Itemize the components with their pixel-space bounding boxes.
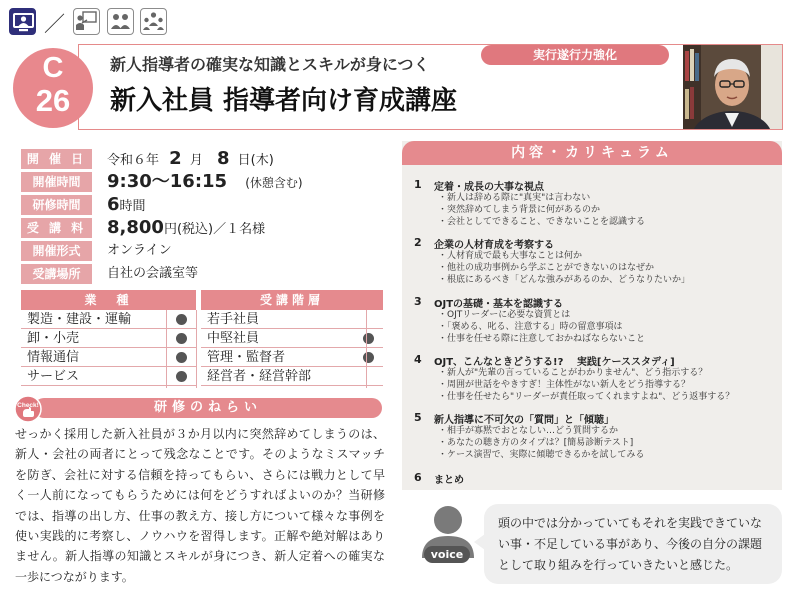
curriculum-bullet: ・ 周囲が世話をやきすぎ！主体性がない新人をどう指導する？ [438,379,734,391]
industry-item-label: 卸・小売 [27,331,80,346]
curriculum-bullet: ・ 新人が"先輩の言っていることがわかりません"、どう指示する？ [438,367,734,379]
target-grid [21,290,383,388]
curriculum-title: 新人指導に不可欠の「質問」と「傾聴」 [434,415,614,426]
column-divider [166,310,167,388]
curriculum-title: 企業の人材育成を考察する [434,240,554,251]
curriculum-num: 1 [414,178,422,191]
hours-number: 6 [107,194,120,215]
curriculum-bullets [438,192,645,229]
level-item [201,310,383,329]
curriculum-bullet: ・ 仕事を任せる際に注意しておかねばならないこと [438,333,645,345]
level-item [201,329,383,348]
separator: ／ [44,12,65,36]
course-code-badge [13,48,93,128]
curriculum-title: OJT、こんなときどうする!? 実践[ケーススタディ] [434,357,675,368]
date-month: 2 [169,148,182,169]
curriculum-bullet: ・ 新人は辞める際に"真実"は言わない [438,192,645,204]
category-tag: 実行遂行力強化 [481,45,669,65]
hours-value [107,195,146,217]
time-note: (休憩含む) [245,176,303,190]
curriculum-bullets [438,425,644,462]
level-selected-mark [363,333,374,344]
curriculum-header: 内容・カリキュラム [402,141,782,165]
fee-value [107,218,265,240]
column-divider [366,310,367,388]
industry-item [21,310,196,329]
consultation-icon [107,8,134,35]
check-icon [14,395,42,423]
industry-item [21,348,196,367]
time-value [107,172,303,194]
date-era: 令和６年 [107,153,160,168]
course-letter: C [42,52,64,84]
industry-selected-mark [176,352,187,363]
curriculum-bullet: ・ 突然辞めてしまう背景に何があるのか [438,204,645,216]
date-day: 8 [216,148,230,169]
curriculum-num: 2 [414,236,422,249]
fee-label: 受 講 料 [21,218,92,238]
date-value [107,149,274,171]
online-mode-icon [9,8,36,35]
curriculum-num: 3 [414,295,422,308]
level-item [201,367,383,386]
group-training-icon [140,8,167,35]
course-number: 26 [35,83,71,118]
industry-selected-mark [176,371,187,382]
curriculum-title: まとめ [434,475,464,486]
course-title: 新入社員 指導者向け育成講座 [110,86,458,116]
date-day-unit: 日(木) [237,153,274,168]
format-value: オンライン [107,243,172,258]
course-subtitle: 新人指導者の確実な知識とスキルが身につく [110,55,430,74]
industry-header: 業 種 [21,290,196,310]
curriculum-num: 4 [414,353,422,366]
curriculum-bullets [438,250,690,287]
aim-body: せっかく採用した新入社員が３か月以内に突然辞めてしまうのは、新人・会社の両者にとって残念なことです。そのようなミスマッチを防ぎ、会社に対する信頼を持ってもらい、さらには戦力として早く一人前になってもらうためには何をどうすればよいのか？当研修では、指導の出し方、仕事の教え方、接し方について様々な事例を使い実践的に考察し、ノウハウを習得します。正解や絶対解はありません。新人指導の知識とスキルが身につき、新人定着への確実な一歩につながります。 [15,427,385,584]
industry-item [21,329,196,348]
curriculum-bullet: ・ ケース演習で、実際に傾聴できるかを試してみる [438,449,644,461]
curriculum-bullet: ・ OJTリーダーに必要な資質とは [438,309,645,321]
fee-unit: 円(税込)／１名様 [163,222,266,237]
curriculum-bullet: ・ 根底にあるべき「どんな強みがあるのか、どうなりたいか」 [438,274,690,286]
curriculum-bullet: ・ 「褒める、叱る、注意する」時の留意事項は [438,321,645,333]
level-item-label: 管理・監督者 [207,350,286,365]
time-label: 開催時間 [21,172,92,192]
curriculum-num: 5 [414,411,422,424]
fee-amount: 8,800 [107,217,164,238]
curriculum-bullet: ・ 仕事を任せたら"リーダーが責任取ってくれますよね"、どう返事する？ [438,391,734,403]
curriculum-bullet: ・ 他社の成功事例から学ぶことができないのはなぜか [438,262,690,274]
hours-unit: 時間 [119,199,146,214]
level-item-label: 経営者・経営幹部 [207,369,312,384]
curriculum-bullet: ・ あなたの聴き方のタイプは？[簡易診断テスト] [438,437,644,449]
curriculum-bullet: ・ 会社としてできること、できないことを認識する [438,216,645,228]
industry-item [21,367,196,386]
column-divider [196,310,197,388]
industry-item-label: 情報通信 [27,350,80,365]
curriculum-bullet: ・ 人材育成で最も大事なことは何か [438,250,690,262]
level-selected-mark [363,352,374,363]
check-icon-label: Check! [17,402,39,409]
level-item [201,348,383,367]
curriculum-bullets [438,367,734,404]
curriculum-bullets [438,309,645,346]
aim-header: 研修のねらい [34,398,382,418]
place-label: 受講場所 [21,264,92,284]
format-label: 開催形式 [21,241,92,261]
industry-selected-mark [176,333,187,344]
hours-label: 研修時間 [21,195,92,215]
time-range: 9:30〜16:15 [107,171,228,192]
date-month-unit: 月 [189,153,203,168]
industry-item-label: 製造・建設・運輸 [27,312,132,327]
voice-text: 頭の中では分かっていてもそれを実践できていない事・不足している事があり、今後の自分の課題として取り組みを行っていきたいと感じた。 [498,516,763,572]
level-item-label: 若手社員 [207,312,260,327]
instructor-photo [683,45,782,129]
curriculum-title: OJTの基礎・基本を認識する [434,299,564,310]
industry-selected-mark [176,314,187,325]
industry-item-label: サービス [27,369,80,384]
date-label: 開 催 日 [21,149,92,169]
voice-bubble [484,504,782,584]
presenter-icon [73,8,100,35]
curriculum-bullet: ・ 相手が寡黙でおとなしい…どう質問するか [438,425,644,437]
curriculum-title: 定着・成長の大事な視点 [434,182,544,193]
level-item-label: 中堅社員 [207,331,260,346]
curriculum-num: 6 [414,471,422,484]
voice-label: voice [424,546,470,563]
place-value: 自社の会議室等 [107,266,199,281]
level-header: 受講階層 [201,290,383,310]
